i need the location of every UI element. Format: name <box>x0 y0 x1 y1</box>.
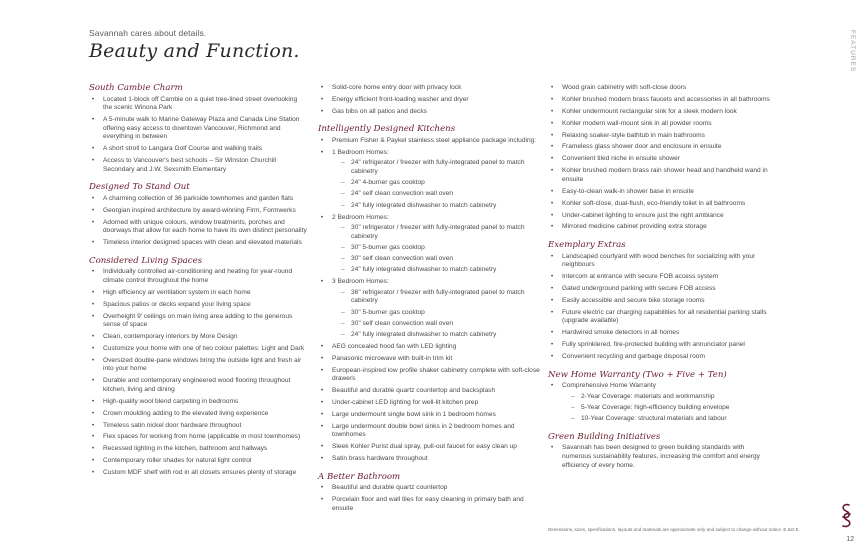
feature-text: Panasonic microwave with built-in trim kit <box>332 354 453 362</box>
feature-list <box>318 484 540 513</box>
page-header <box>89 28 300 62</box>
feature-text: Wood grain cabinetry with soft-close doors <box>562 84 687 91</box>
feature-text: Beautiful and durable quartz countertop and backsplash <box>332 387 496 395</box>
features-column-3 <box>548 84 770 479</box>
feature-item <box>89 313 307 330</box>
feature-item <box>89 268 307 285</box>
feature-text: Premium Fisher & Paykel stainless steel appliance package including: <box>332 136 537 144</box>
section-title: A Better Bathroom <box>318 471 401 482</box>
feature-item <box>89 398 307 407</box>
feature-subitem: – 24" fully integrated dishwasher to match cabinetry <box>332 202 540 211</box>
feature-item <box>89 433 307 442</box>
feature-text: 2 Bedroom Homes: <box>332 213 389 221</box>
feature-item <box>89 333 307 342</box>
feature-subitem: – 5-Year Coverage: high-efficiency building envelope <box>562 404 770 413</box>
feature-item <box>89 195 307 204</box>
feature-text: Gated underground parking with secure FOB access <box>562 284 716 292</box>
feature-subitem: – 36" refrigerator / freezer with fully-integrated panel to match cabinetry <box>332 289 540 306</box>
feature-subitem: – 24" refrigerator / freezer with fully-integrated panel to match cabinetry <box>332 159 540 176</box>
feature-item <box>548 120 770 129</box>
feature-item <box>548 341 770 350</box>
feature-section <box>548 433 770 470</box>
feature-text: Comprehensive Home Warranty <box>562 382 656 390</box>
feature-text: Energy efficient front-loading washer and dryer <box>332 95 469 103</box>
feature-item <box>318 387 540 396</box>
feature-item <box>89 469 307 478</box>
feature-section <box>548 84 770 232</box>
features-column-2 <box>318 84 540 522</box>
feature-item <box>548 297 770 306</box>
feature-list <box>548 253 770 362</box>
feature-item <box>318 411 540 420</box>
feature-item <box>318 367 540 384</box>
feature-text: Future electric car charging capabilities for all residential parking stalls (upgrade available) <box>562 308 767 325</box>
feature-list <box>548 382 770 424</box>
feature-item <box>318 149 540 210</box>
feature-text: Easy-to-clean walk-in shower base in ensuite <box>562 187 694 195</box>
feature-text: Spacious patios or decks expand your living space <box>103 300 251 308</box>
feature-section <box>89 257 307 478</box>
feature-item <box>548 309 770 326</box>
feature-item <box>89 457 307 466</box>
feature-item <box>89 357 307 374</box>
feature-item <box>318 278 540 339</box>
feature-text: Sleek Kohler Purist dual spray, pull-out faucet for easy clean up <box>332 443 517 451</box>
section-title: Designed To Stand Out <box>89 182 190 193</box>
feature-item <box>89 116 307 142</box>
feature-item <box>548 96 770 105</box>
feature-section <box>548 241 770 362</box>
feature-item <box>548 84 770 93</box>
feature-subitem: – 30" self clean convection wall oven <box>332 255 540 264</box>
feature-text: Georgian inspired architecture by award-winning Firm, Formwerks <box>103 206 296 214</box>
feature-item <box>318 399 540 408</box>
feature-text: Kohler soft-close, dual-flush, eco-friendly toilet in all bathrooms <box>562 199 746 207</box>
section-title: Green Building Initiatives <box>548 431 661 442</box>
feature-text: AEG concealed hood fan with LED lighting <box>332 342 457 350</box>
feature-item <box>318 214 540 275</box>
feature-item <box>318 423 540 440</box>
feature-text: Beautiful and durable quartz countertop <box>332 484 448 492</box>
feature-text: Under-cabinet lighting to ensure just the right ambiance <box>562 211 724 219</box>
feature-text: Easily accessible and secure bike storage rooms <box>562 296 705 304</box>
section-title: Exemplary Extras <box>548 239 626 250</box>
feature-text: A short stroll to Langara Golf Course and walking trails <box>103 145 263 153</box>
feature-item <box>548 285 770 294</box>
feature-text: Contemporary roller shades for natural light control <box>103 457 252 465</box>
page-number: 12 <box>846 536 854 543</box>
feature-item <box>548 132 770 141</box>
section-title: Considered Living Spaces <box>89 255 203 266</box>
feature-item <box>89 219 307 236</box>
feature-text: Kohler brushed modern brass faucets and accessories in all bathrooms <box>562 95 770 103</box>
feature-text: Clean, contemporary interiors by More Design <box>103 333 238 341</box>
feature-text: A charming collection of 36 parkside townhomes and garden flats <box>103 194 294 202</box>
feature-text: Savannah has been designed to green building standards with numerous sustainability features, increasing the comfort and energy efficiency of every home. <box>562 444 760 469</box>
section-title: New Home Warranty (Two + Five + Ten) <box>548 369 727 380</box>
feature-section <box>318 473 540 514</box>
section-title: South Cambie Charm <box>89 83 183 93</box>
feature-subitem: – 30" self clean convection wall oven <box>332 320 540 329</box>
feature-item <box>318 84 540 93</box>
feature-text: Oversized double-pane windows bring the outside light and fresh air into your home <box>103 356 302 373</box>
feature-sublist <box>332 224 540 275</box>
feature-sublist <box>562 393 770 424</box>
feature-text: A 5-minute walk to Marine Gateway Plaza and Canada Line Station offering easy access to downtown Vancouver, Richmond and everything in between <box>103 116 300 141</box>
feature-item <box>548 223 770 232</box>
feature-text: Gas bibs on all patios and decks <box>332 107 427 115</box>
feature-text: Intercom at entrance with secure FOB access system <box>562 273 719 281</box>
feature-item <box>318 355 540 364</box>
section-title: Intelligently Designed Kitchens <box>318 124 456 135</box>
feature-text: Convenient recycling and garbage disposal room <box>562 353 705 360</box>
feature-text: Crown moulding adding to the elevated living experience <box>103 409 269 417</box>
feature-item <box>548 167 770 184</box>
feature-item <box>89 377 307 394</box>
feature-text: Custom MDF shelf with rod in all closets ensures plenty of storage <box>103 469 297 477</box>
feature-text: Large undermount single bowl sink in 1 bedroom homes <box>332 410 496 418</box>
feature-item <box>548 155 770 164</box>
feature-subitem: – 10-Year Coverage: structural materials and labour <box>562 415 770 424</box>
feature-item <box>89 345 307 354</box>
feature-text: Fully sprinklered, fire-protected building with annunciator panel <box>562 341 745 349</box>
feature-text: Recessed lighting in the kitchen, bathroom and hallways <box>103 445 268 453</box>
feature-section <box>318 125 540 463</box>
feature-text: Located 1-block off Cambie on a quiet tree-lined street overlooking the scenic Winona Park <box>103 95 298 112</box>
feature-text: Landscaped courtyard with wood benches for socializing with your neighbours <box>562 252 756 269</box>
feature-list <box>89 195 307 248</box>
side-section-label: FEATURES <box>849 30 856 73</box>
feature-text: 3 Bedroom Homes: <box>332 278 389 286</box>
feature-section <box>548 371 770 424</box>
feature-text: Kohler undermount rectangular sink for a sleek modern look <box>562 107 737 115</box>
feature-sublist <box>332 289 540 340</box>
feature-item <box>318 496 540 513</box>
feature-text: Individually controlled air-conditioning and heating for year-round climate control throughout the home <box>103 268 293 284</box>
feature-item <box>548 273 770 282</box>
feature-item <box>548 200 770 209</box>
savannah-logo-icon <box>838 500 854 530</box>
feature-subitem: – 30" 5-burner gas cooktop <box>332 309 540 318</box>
disclaimer-footnote: Dimensions, sizes, specifications, layouts and materials are approximate only and subject to change without notice. E.&O.E. <box>548 527 801 532</box>
feature-text: Access to Vancouver's best schools – Sir Winston Churchill Secondary and J.W. Sexsmith Elementary <box>103 157 277 173</box>
feature-list <box>548 84 770 232</box>
feature-text: 1 Bedroom Homes: <box>332 148 389 156</box>
feature-subitem: – 2-Year Coverage: materials and workmanship <box>562 393 770 402</box>
feature-item <box>548 212 770 221</box>
feature-text: Frameless glass shower door and enclosure in ensuite <box>562 143 722 151</box>
feature-text: Kohler modern wall-mount sink in all powder rooms <box>562 119 712 127</box>
feature-item <box>89 145 307 154</box>
feature-item <box>318 443 540 452</box>
feature-list <box>318 137 540 464</box>
feature-text: European-inspired low profile shaker cabinetry complete with soft-close drawers <box>332 366 540 383</box>
feature-item <box>89 422 307 431</box>
feature-text: Flex spaces for working from home (applicable in most townhomes) <box>103 433 301 441</box>
feature-item <box>548 444 770 470</box>
feature-text: Relaxing soaker-style bathtub in main bathrooms <box>562 131 705 139</box>
feature-text: Overheight 9' ceilings on main living area adding to the generous sense of space <box>103 312 293 329</box>
feature-item <box>89 207 307 216</box>
feature-item <box>548 329 770 338</box>
feature-text: Timeless satin nickel door hardware throughout <box>103 421 242 429</box>
feature-item <box>548 353 770 362</box>
feature-item <box>318 108 540 117</box>
feature-text: Porcelain floor and wall tiles for easy cleaning in primary bath and ensuite <box>332 496 524 512</box>
tagline: Savannah cares about details. <box>89 28 207 38</box>
feature-item <box>89 410 307 419</box>
feature-subitem: – 24" self clean convection wall oven <box>332 190 540 199</box>
feature-text: Satin brass hardware throughout <box>332 455 428 463</box>
feature-item <box>318 96 540 105</box>
feature-item <box>548 143 770 152</box>
feature-text: Large undermount double bowl sinks in 2 bedroom homes and townhomes <box>332 422 515 439</box>
feature-item <box>318 137 540 146</box>
feature-text: Customize your home with one of two colour palettes: Light and Dark <box>103 344 305 352</box>
feature-text: Timeless interior designed spaces with clean and elevated materials <box>103 239 302 247</box>
feature-text: Durable and contemporary engineered wood flooring throughout kitchen, living and dining <box>103 377 291 393</box>
feature-item <box>89 157 307 174</box>
feature-text: Hardwired smoke detectors in all homes <box>562 329 680 337</box>
feature-subitem: – 30" 5-burner gas cooktop <box>332 244 540 253</box>
feature-subitem: – 24" 4-burner gas cooktop <box>332 179 540 188</box>
feature-subitem: – 24" fully integrated dishwasher to match cabinetry <box>332 266 540 275</box>
feature-section <box>89 183 307 247</box>
feature-item <box>89 301 307 310</box>
feature-text: Kohler brushed modern brass rain shower head and handheld wand in ensuite <box>562 167 768 183</box>
feature-text: Convenient tiled niche in ensuite shower <box>562 155 681 163</box>
feature-text: High efficiency air ventilation system in each home <box>103 288 251 296</box>
feature-item <box>89 289 307 298</box>
feature-text: Mirrored medicine cabinet providing extra storage <box>562 223 707 231</box>
feature-text: Solid-core home entry door with privacy lock <box>332 84 462 91</box>
feature-text: Under-cabinet LED lighting for well-lit kitchen prep <box>332 398 479 406</box>
feature-section <box>89 84 307 174</box>
page-title: Beauty and Function. <box>89 40 300 62</box>
feature-item <box>548 382 770 424</box>
feature-item <box>89 96 307 113</box>
feature-list <box>89 268 307 477</box>
feature-item <box>318 484 540 493</box>
feature-text: High-quality wool blend carpeting in bedrooms <box>103 397 239 405</box>
feature-subitem: – 30" refrigerator / freezer with fully-integrated panel to match cabinetry <box>332 224 540 241</box>
feature-item <box>548 253 770 270</box>
feature-section <box>318 84 540 116</box>
feature-item <box>318 455 540 464</box>
feature-item <box>548 108 770 117</box>
feature-item <box>548 188 770 197</box>
feature-sublist <box>332 159 540 210</box>
feature-list <box>89 96 307 175</box>
feature-item <box>89 445 307 454</box>
feature-text: Adorned with unique colours, window treatments, porches and doorways that allow for each home to have its own distinct personality <box>103 218 307 235</box>
features-column-1 <box>89 84 307 487</box>
feature-list <box>318 84 540 116</box>
feature-item <box>318 343 540 352</box>
feature-subitem: – 24" fully integrated dishwasher to match cabinetry <box>332 331 540 340</box>
feature-item <box>89 239 307 248</box>
feature-list <box>548 444 770 470</box>
